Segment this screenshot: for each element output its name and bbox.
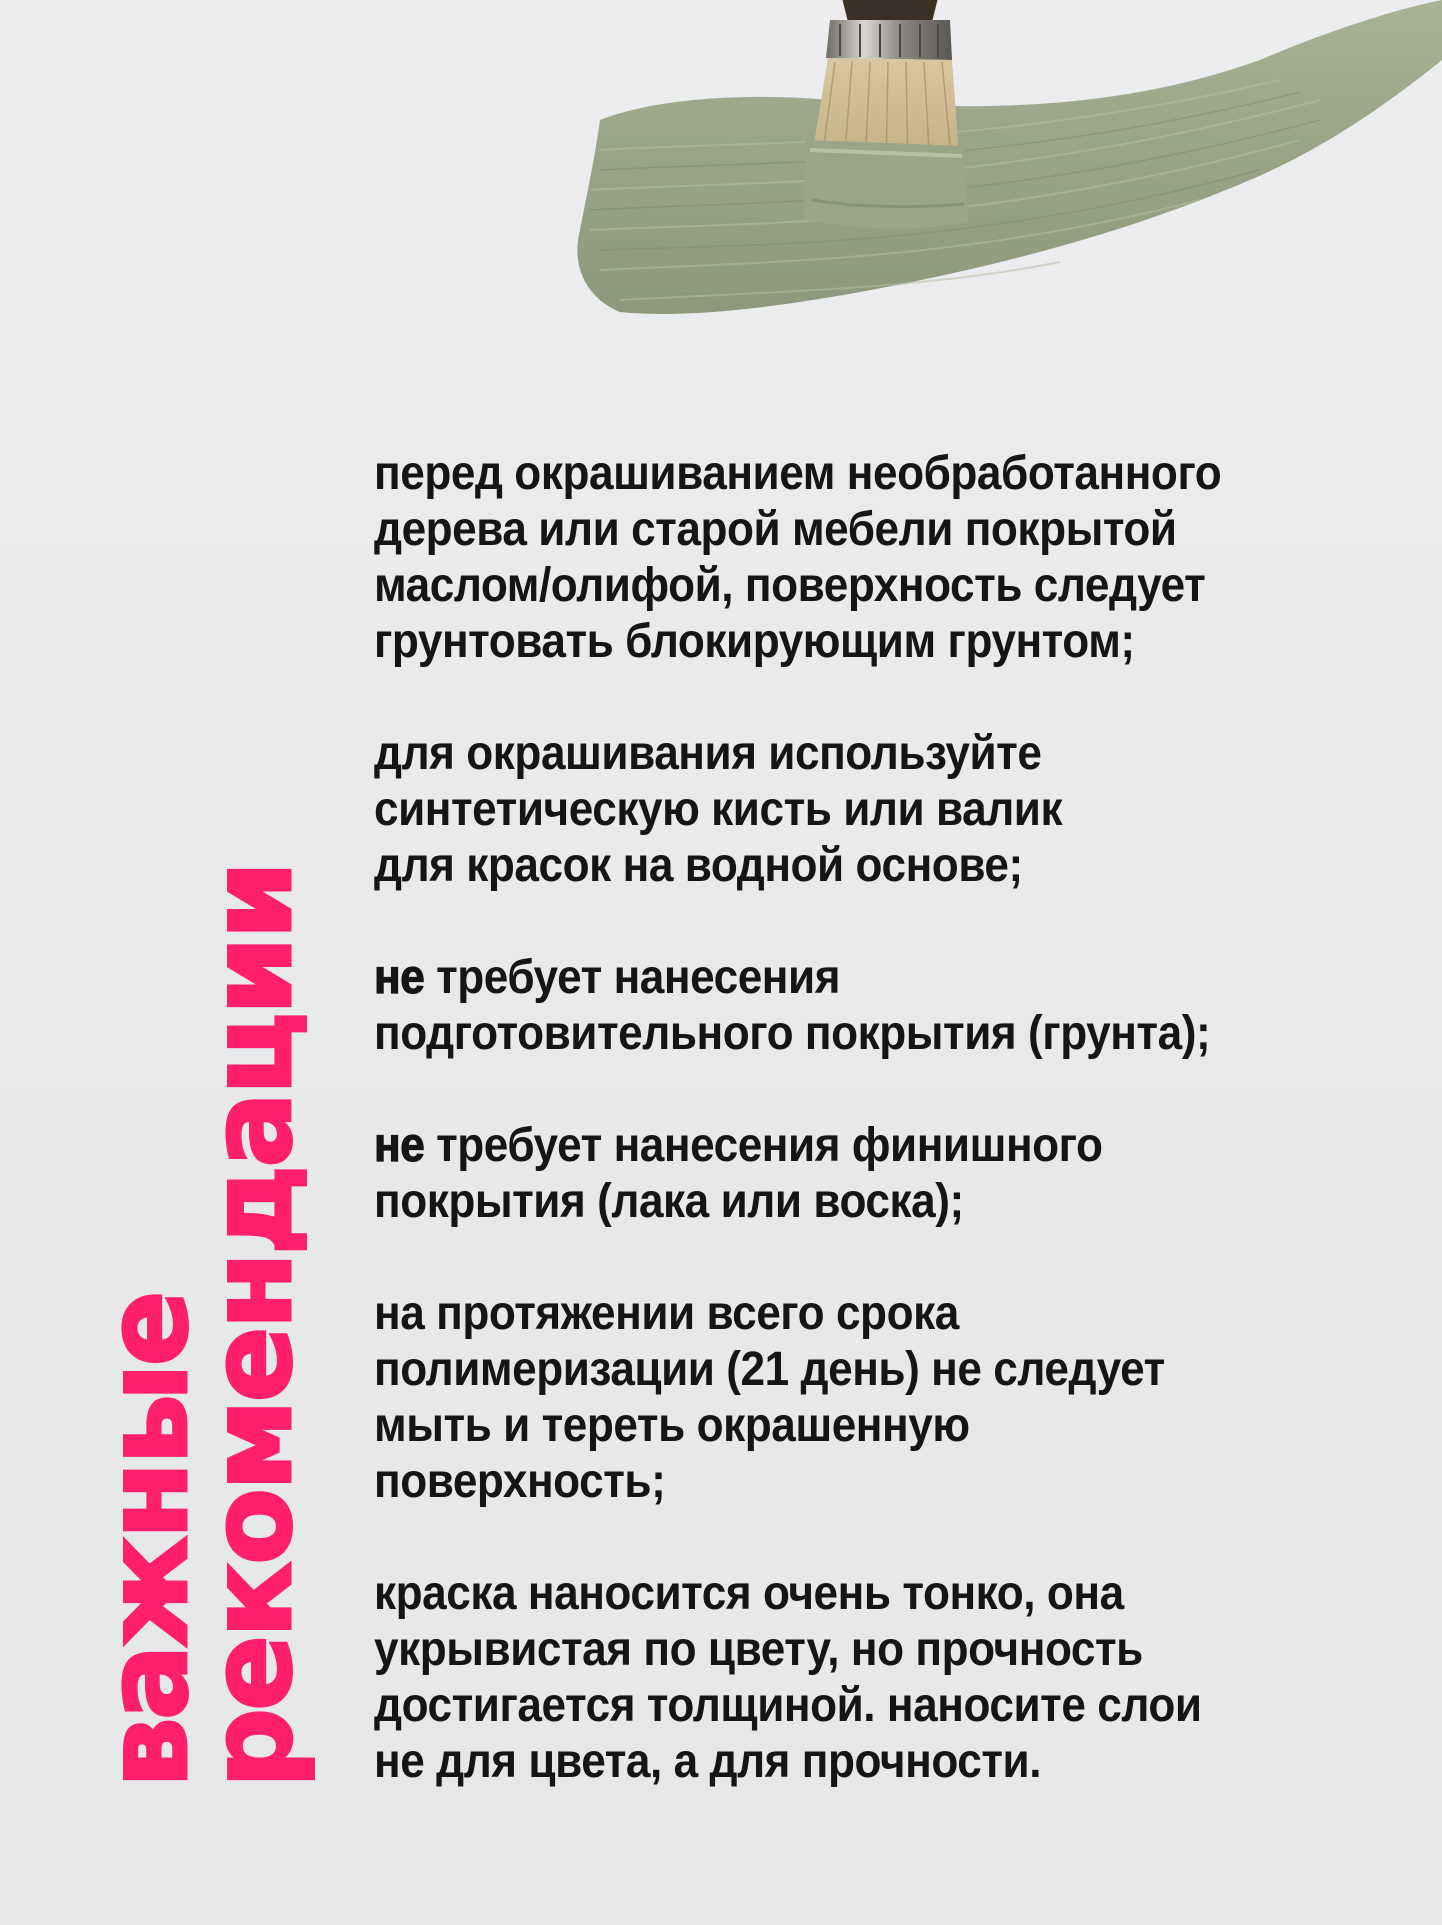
- recommendation-line: [374, 950, 1404, 1006]
- recommendation-item: [374, 1118, 1404, 1230]
- recommendation-line: на протяжении всего срока: [374, 1287, 959, 1340]
- recommendation-line: краска наносится очень тонко, она: [374, 1567, 1124, 1620]
- recommendation-line: для красок на водной основе;: [374, 839, 1023, 892]
- recommendation-line: полимеризации (21 день) не следует: [374, 1343, 1165, 1396]
- recommendation-line: перед окрашиванием необработанного: [374, 447, 1222, 500]
- recommendation-line: подготовительного покрытия (грунта);: [374, 1007, 1211, 1060]
- title-line-2: рекомендации: [187, 864, 317, 1788]
- recommendation-line: не для цвета, а для прочности.: [374, 1735, 1042, 1788]
- recommendation-line: дерева или старой мебели покрытой: [374, 503, 1177, 556]
- recommendation-line: поверхность;: [374, 1455, 666, 1508]
- recommendation-line: [374, 1118, 1404, 1174]
- emphasis-word: не: [374, 1119, 425, 1172]
- recommendation-item: [374, 446, 1404, 670]
- recommendation-item: [374, 1286, 1404, 1510]
- recommendation-item: [374, 726, 1404, 894]
- recommendation-line: мыть и тереть окрашенную: [374, 1399, 970, 1452]
- recommendation-line: маслом/олифой, поверхность следует: [374, 559, 1206, 612]
- recommendation-text: требует нанесения финишного: [424, 1119, 1103, 1172]
- recommendation-line: грунтовать блокирующим грунтом;: [374, 615, 1135, 668]
- title-line-1: важные: [83, 1293, 213, 1788]
- recommendation-line: укрывистая по цвету, но прочность: [374, 1623, 1143, 1676]
- recommendation-line: покрытия (лака или воска);: [374, 1175, 964, 1228]
- paintbrush-with-green-paint-stroke-icon: [560, 0, 1442, 340]
- recommendation-item: [374, 950, 1404, 1062]
- emphasis-word: не: [374, 951, 425, 1004]
- recommendation-line: синтетическую кисть или валик: [374, 783, 1063, 836]
- recommendation-line: для окрашивания используйте: [374, 727, 1042, 780]
- recommendation-item: [374, 1566, 1404, 1790]
- recommendations-list: [374, 446, 1414, 1790]
- page-title: [83, 864, 317, 1788]
- recommendation-text: требует нанесения: [424, 951, 841, 1004]
- recommendation-line: достигается толщиной. наносите слои: [374, 1679, 1202, 1732]
